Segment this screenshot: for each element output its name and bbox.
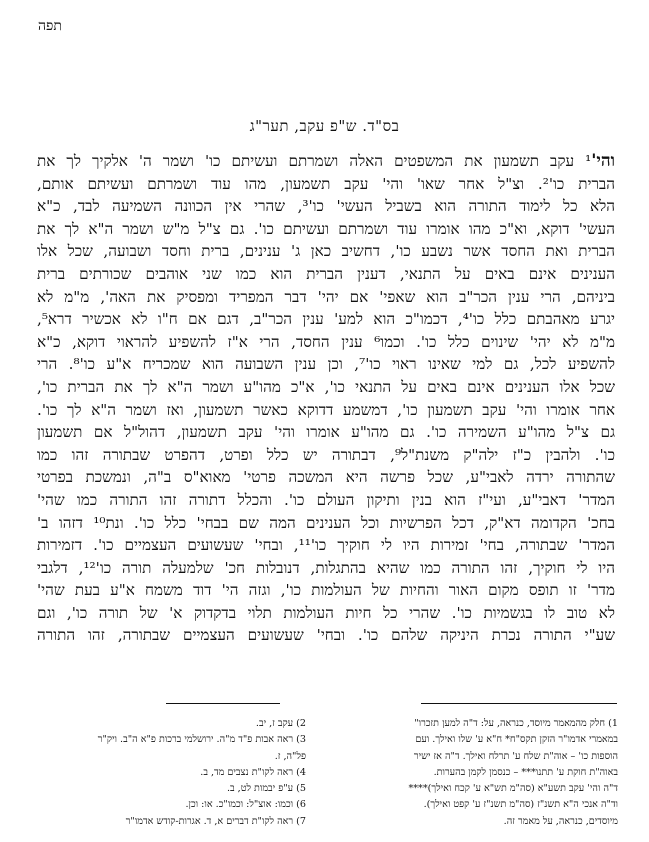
footnote-line: 2) עקב ז, יב. [255, 718, 306, 729]
text-line: שהתורה ירדה לאבי"ע, שכל פרשה היא המשכה פרטי' מאוא"ס ב"ה, ונמשכת בפרטי [37, 468, 615, 487]
footnotes-right-column [316, 716, 618, 830]
footnote-line: באוה"ת חוקת ע' תתנו*** – כנסמן לקמן בהערות. [433, 766, 618, 778]
text-line: ביניהם, הרי ענין הכר"ב הוא שאפי' אם יהי' דבר המפריד ומפסיק את האה', מ"מ לא [37, 287, 615, 306]
footnote-line: ד"ה והי' עקב תשע"א (סה"מ תש"א ע' קכח ואילך)**** [408, 783, 618, 795]
footnote-divider-left [166, 703, 280, 704]
text-line: יגרע מאהבתם כלל כו'⁴, דכמו"כ הוא למע' ענין הכר"ב, דגם אם ח"ו לא אכשיר דרא⁵, [37, 310, 615, 329]
footnote-line: במאמרי אדמו"ר הזקן תקס"ח* ח"א ע' שלו ואילך. ועם [415, 734, 618, 746]
text-line: שכל אלו הענינים אינם באים על התנאי כו', א"כ מהו"ע ושמר ה"א לך את הברית כו', [37, 377, 615, 396]
text-line: שע"י התורה נכרת היניקה שלהם כו'. ובחי' שעשועים העצמיים שבתורה, זהו התורה [37, 626, 615, 645]
footnote-line: וד"ה אנכי ה"א תשנ"ז (סה"מ תשנ"ז ע' קפט ואילך). [423, 799, 618, 811]
footnote-line: 6) וכמו: אוצ"ל: וכמו"כ. או: וכן. [185, 799, 306, 811]
text-line: המדר' דאבי"ע, ועי"ז הוא בנין ותיקון העולם כו'. והכלל דתורה זהו התורה כמו שהי' [37, 490, 615, 509]
text-line: המדר' שבתורה, בחי' זמירות היו לי חוקיך כו'¹¹, ובחי' שעשועים העצמיים כו'. דזמירות [37, 536, 615, 555]
page-header: בס"ד. ש"פ עקב, תער"ג [249, 117, 400, 135]
text-line: מ"מ לא יהי' שינוים כלל כו'. וכמו⁶ ענין החסד, הרי א"ז להשפיע להראוי דוקא, כ"א [37, 332, 615, 351]
footnote-divider-right [421, 703, 617, 704]
text-line: אחר אומרו והי' עקב תשמעון כו', דמשמע דדוקא כאשר תשמעון, ואז ושמר ה"א לך כו'. [37, 400, 615, 419]
main-text [37, 150, 615, 647]
footnote-line: 3) ראה אבות פ"ד מ"ה. ירושלמי ברכות פ"א ה"ב. ויק"ר [97, 734, 306, 746]
text-line: הענינים אינם באים על התנאי, דענין הברית הוא כמו שני אוהבים שכורתים ברית [37, 264, 615, 283]
footnotes-left-column [28, 716, 306, 830]
text-line: העשי' דוקא, וא"כ מהו אומרו עוד ושמרתם ועשיתם כו'. גם צ"ל מ"ש ושמר ה"א לך את [37, 219, 615, 238]
text-line: לא טוב לו בגשמיות כו'. שהרי כל חיות העולמות תלוי בדקדוק א' של תורה כו', וגם [37, 603, 615, 622]
footnote-line: פל"ה, ז. [274, 750, 306, 762]
text-line: מדר' זו תופס מקום האור והחיות של העולמות כו', וגזה הי' דוד משמח א"ע בעת שהי' [37, 581, 615, 600]
text-line: גם צ"ל מהו"ע השמירה כו'. גם מהו"ע אומרו והי' עקב תשמעון, דהול"ל אם תשמעון [37, 423, 615, 442]
text-line: הלא כל לימוד התורה הוא בשביל העשי' כו'³, שהרי אין הכוונה השמיעה לבד, כ"א [37, 197, 615, 216]
text-line: בחכ' הקדומה דא"ק, דכל הפרשיות וכל הענינים המה שם בבחי' כלל כו'. ונת¹⁰ דזהו ב' [37, 513, 615, 532]
text-line: כו'. ולהבין כ"ז ילה"ק משנת"ל⁹, דבתורה יש כלל ופרט, דהפרט שבתורה זהו כמו [37, 445, 615, 464]
footnote-line: 5) ע"פ יבמות לט, ב. [226, 783, 306, 795]
text-line: היו לי חוקיך, זהו התורה כמו שהיא בהתגלות, דנובלות חכ' שלמעלה תורה כו'¹², דלגבי [37, 558, 615, 577]
footnote-line: הוספות כו' – אוה"ת שלח ע' תרלח ואילך. ד"ה אז ישיר [413, 750, 618, 762]
page-number: תפה [38, 18, 62, 34]
text-line: והי'¹ עקב תשמעון את המשפטים האלה ושמרתם ועשיתם כו' ושמר ה' אלקיך לך את [37, 151, 615, 171]
text-line: הברית כו'². וצ"ל אחר שאו' והי' עקב תשמעון, מהו עוד ושמרתם ועשיתם אותם, [37, 174, 615, 193]
footnote-line: מיוסדים, כנראה, על מאמר זה. [503, 815, 618, 827]
footnote-line: 4) ראה לקו"ת נצבים מד, ב. [200, 766, 306, 778]
text-line: להשפיע לכל, גם למי שאינו ראוי כו'⁷, וכן ענין השבועה הוא שמכריח א"ע כו'⁸. הרי [37, 355, 615, 374]
footnote-line: 7) ראה לקו"ת דברים א, ד. אגרות-קודש אדמו"ר [125, 815, 306, 827]
text-line: הברית ואת החסד אשר נשבע כו', דחשיב כאן ג' ענינים, ברית וחסד ושבועה, שכל אלו [37, 242, 615, 261]
lead-word: והי' [591, 151, 615, 171]
footnote-line: 1) חלק מהמאמר מיוסד, כנראה, על: ד"ה למען תזכרו" [414, 718, 618, 729]
